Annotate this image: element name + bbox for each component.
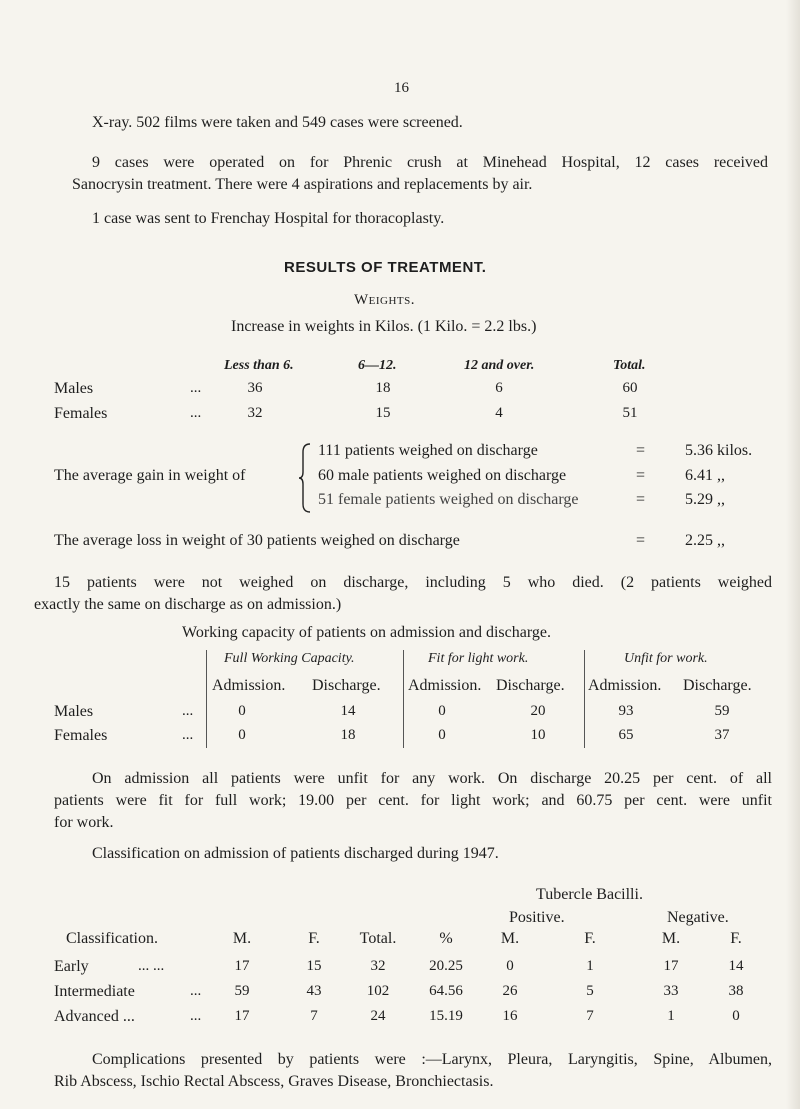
table-divider xyxy=(206,650,207,748)
class-cell: 38 xyxy=(728,983,744,999)
class-cell: 26 xyxy=(502,983,518,999)
not-weighed-line-2: exactly the same on discharge as on admission.) xyxy=(34,596,342,613)
working-row-label: Females xyxy=(54,727,108,744)
gain-eq: = xyxy=(636,467,646,484)
working-cell: 14 xyxy=(340,703,356,719)
sub-discharge: Discharge. xyxy=(312,677,381,694)
not-weighed-paragraph xyxy=(34,572,772,616)
positive-heading: Positive. xyxy=(509,909,565,926)
sub-admission: Admission. xyxy=(588,677,662,694)
gain-value-male: 6.41 ,, xyxy=(685,467,725,484)
working-cell: 10 xyxy=(530,727,546,743)
class-cell: 7 xyxy=(586,1008,594,1024)
class-cell: 43 xyxy=(306,983,322,999)
scan-edge-shadow xyxy=(786,0,800,1109)
class-cell: 1 xyxy=(667,1008,675,1024)
col-pos-m: M. xyxy=(500,930,520,947)
class-cell: 15 xyxy=(306,958,322,974)
gain-line-total: 111 patients weighed on discharge xyxy=(318,442,538,459)
class-row-label: Early xyxy=(54,958,89,975)
weights-row-dots: ... xyxy=(190,405,202,421)
class-cell: 15.19 xyxy=(429,1008,463,1024)
class-cell: 24 xyxy=(370,1008,386,1024)
sub-admission: Admission. xyxy=(212,677,286,694)
working-row-dots: ... xyxy=(182,727,194,743)
brace-icon xyxy=(298,442,312,514)
complications-line-1: Complications presented by patients were :—Larynx, Pleura, Laryngitis, Spine, Albumen, xyxy=(92,1051,772,1068)
class-row-label: Advanced ... xyxy=(54,1008,135,1025)
average-loss-text: The average loss in weight of 30 patients weighed on discharge xyxy=(54,532,460,549)
col-m: M. xyxy=(232,930,252,947)
col-total: Total. xyxy=(359,930,397,947)
weights-caption: Increase in weights in Kilos. (1 Kilo. = 2.2 lbs.) xyxy=(231,318,537,335)
weights-header-less-than-6: Less than 6. xyxy=(224,358,294,373)
weights-cell: 36 xyxy=(247,380,263,396)
weights-header-6-12: 6—12. xyxy=(358,358,397,373)
classification-heading: Classification on admission of patients discharged during 1947. xyxy=(92,845,499,862)
weights-cell: 4 xyxy=(495,405,503,421)
class-cell: 64.56 xyxy=(429,983,463,999)
working-cell: 0 xyxy=(238,727,246,743)
fitness-line-3: for work. xyxy=(54,814,114,831)
class-cell: 17 xyxy=(663,958,679,974)
class-cell: 17 xyxy=(234,958,250,974)
weights-row-dots: ... xyxy=(190,380,202,396)
class-cell: 20.25 xyxy=(429,958,463,974)
weights-heading: Weights. xyxy=(354,292,416,308)
results-heading: RESULTS OF TREATMENT. xyxy=(284,259,487,276)
class-row-label: Intermediate xyxy=(54,983,135,1000)
weights-row-label: Males xyxy=(54,380,94,397)
working-cell: 37 xyxy=(714,727,730,743)
weights-cell: 15 xyxy=(375,405,391,421)
class-cell: 16 xyxy=(502,1008,518,1024)
class-cell: 14 xyxy=(728,958,744,974)
working-cell: 93 xyxy=(618,703,634,719)
complications-line-2: Rib Abscess, Ischio Rectal Abscess, Graves Disease, Bronchiectasis. xyxy=(54,1073,494,1090)
fitness-paragraph xyxy=(54,768,772,834)
gain-value-total: 5.36 kilos. xyxy=(685,442,753,459)
working-cell: 65 xyxy=(618,727,634,743)
fitness-line-2: patients were fit for full work; 19.00 per cent. for light work; and 60.75 per cent. were unfit xyxy=(54,792,772,809)
group-full-work: Full Working Capacity. xyxy=(224,651,355,666)
class-cell: 17 xyxy=(234,1008,250,1024)
working-cell: 0 xyxy=(438,727,446,743)
col-neg-m: M. xyxy=(661,930,681,947)
working-cell: 18 xyxy=(340,727,356,743)
tubercle-bacilli-heading: Tubercle Bacilli. xyxy=(536,886,643,903)
operations-line-2: Sanocrysin treatment. There were 4 aspirations and replacements by air. xyxy=(72,176,533,193)
working-cell: 20 xyxy=(530,703,546,719)
table-divider xyxy=(403,650,404,748)
loss-eq: = xyxy=(636,532,646,549)
gain-line-male: 60 male patients weighed on discharge xyxy=(318,467,567,484)
class-cell: 59 xyxy=(234,983,250,999)
weights-cell: 51 xyxy=(622,405,638,421)
negative-heading: Negative. xyxy=(667,909,729,926)
group-light-work: Fit for light work. xyxy=(428,651,529,666)
col-neg-f: F. xyxy=(730,930,742,947)
class-row-dots: ... xyxy=(190,1008,202,1024)
fitness-line-1: On admission all patients were unfit for any work. On discharge 20.25 per cent. of all xyxy=(92,770,772,787)
group-unfit: Unfit for work. xyxy=(624,651,708,666)
weights-cell: 60 xyxy=(622,380,638,396)
weights-cell: 32 xyxy=(247,405,263,421)
weights-row-label: Females xyxy=(54,405,108,422)
class-cell: 1 xyxy=(586,958,594,974)
class-cell: 102 xyxy=(366,983,390,999)
class-cell: 0 xyxy=(506,958,514,974)
weights-header-total: Total. xyxy=(613,358,646,373)
working-cell: 0 xyxy=(438,703,446,719)
operations-paragraph xyxy=(72,152,768,196)
sub-admission: Admission. xyxy=(408,677,482,694)
class-cell: 0 xyxy=(732,1008,740,1024)
weights-cell: 6 xyxy=(495,380,503,396)
working-row-dots: ... xyxy=(182,703,194,719)
operations-line-1: 9 cases were operated on for Phrenic crush at Minehead Hospital, 12 cases received xyxy=(92,154,768,171)
sub-discharge: Discharge. xyxy=(683,677,752,694)
page-number: 16 xyxy=(394,80,409,96)
class-cell: 33 xyxy=(663,983,679,999)
col-percent: % xyxy=(439,930,453,947)
complications-paragraph xyxy=(54,1049,772,1093)
class-cell: 5 xyxy=(586,983,594,999)
class-cell: 32 xyxy=(370,958,386,974)
sub-discharge: Discharge. xyxy=(496,677,565,694)
working-cell: 0 xyxy=(238,703,246,719)
weights-header-12-over: 12 and over. xyxy=(464,358,535,373)
gain-eq: = xyxy=(636,442,646,459)
thoracoplasty-paragraph: 1 case was sent to Frenchay Hospital for thoracoplasty. xyxy=(92,210,445,227)
col-pos-f: F. xyxy=(584,930,596,947)
col-f: F. xyxy=(308,930,320,947)
working-cell: 59 xyxy=(714,703,730,719)
col-classification: Classification. xyxy=(66,930,158,947)
class-row-dots: ... xyxy=(190,983,202,999)
gain-eq: = xyxy=(636,491,646,508)
average-gain-lead: The average gain in weight of xyxy=(54,467,246,484)
gain-value-female: 5.29 ,, xyxy=(685,491,725,508)
xray-paragraph: X-ray. 502 films were taken and 549 cases were screened. xyxy=(92,114,463,131)
working-capacity-heading: Working capacity of patients on admission and discharge. xyxy=(182,624,551,641)
gain-line-female: 51 female patients weighed on discharge xyxy=(318,491,579,508)
class-row-dots: ... ... xyxy=(138,958,165,974)
not-weighed-line-1: 15 patients were not weighed on discharge, including 5 who died. (2 patients weighed xyxy=(54,574,772,591)
weights-cell: 18 xyxy=(375,380,391,396)
working-row-label: Males xyxy=(54,703,94,720)
class-cell: 7 xyxy=(310,1008,318,1024)
table-divider xyxy=(584,650,585,748)
loss-value: 2.25 ,, xyxy=(685,532,725,549)
